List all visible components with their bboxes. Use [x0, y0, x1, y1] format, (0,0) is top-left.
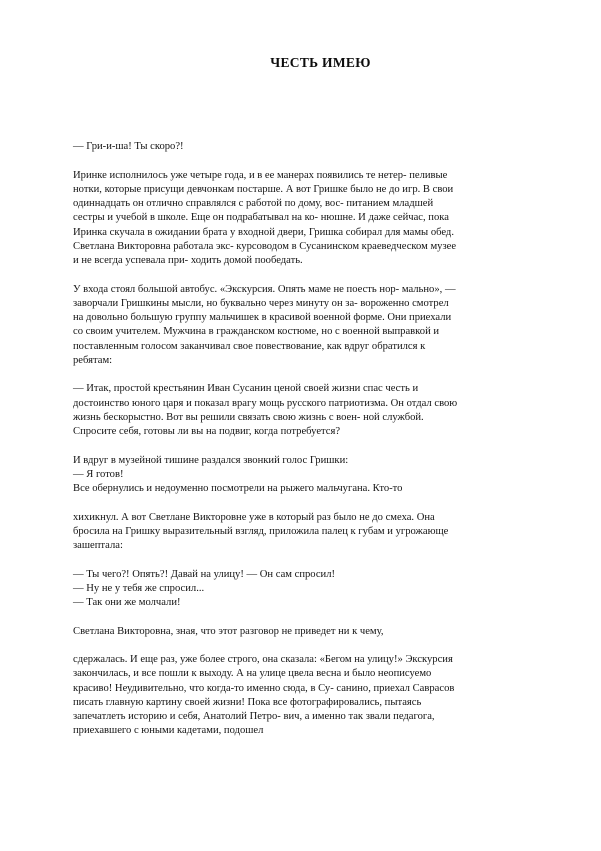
text-line: и не всегда успевала при- ходить домой пообедать. — [73, 255, 303, 266]
text-line: — Ты чего?! Опять?! Давай на улицу! — Он сам спросил! — [73, 568, 336, 580]
document-title: ЧЕСТЬ ИМЕЮ — [270, 55, 371, 70]
text-line: со своим учителем. Мужчина в гражданском костюме, но с военной выправкой и — [73, 326, 440, 338]
text-line: — Так они же молчали! — [73, 597, 181, 608]
text-line: на довольно большую группу мальчишек в красивой военной форме. Они приехали — [73, 312, 452, 323]
text-line: Спросите себя, готовы ли вы на подвиг, когда потребуется? — [73, 426, 341, 437]
paragraph — [73, 511, 573, 554]
paragraph — [73, 625, 573, 639]
document-body — [73, 140, 573, 753]
paragraph — [73, 382, 573, 439]
text-line: Светлана Викторовна, зная, что этот разговор не приведет ни к чему, — [73, 625, 384, 637]
text-line: бросила на Гришку выразительный взгляд, приложила палец к губам и угрожающе — [73, 525, 449, 537]
text-line: Иринка скучала в ожидании брата у входной двери, Гришка собирал для мамы обед. — [73, 226, 454, 238]
text-line: нотки, которые присущи девчонкам постарше. А вот Гришке было не до игр. В свои — [73, 183, 454, 195]
text-line: сдержалась. И еще раз, уже более строго, она сказала: «Бегом на улицу!» Экскурсия — [73, 654, 453, 665]
text-line: одиннадцать он отлично справлялся с работой по дому, вос- питанием младшей — [73, 198, 434, 209]
text-line: — Итак, простой крестьянин Иван Сусанин ценой своей жизни спас честь и — [73, 383, 419, 395]
text-line: приехавшего с юными кадетами, подошел — [73, 725, 264, 737]
text-line: — Ну не у тебя же спросил... — [73, 582, 205, 594]
paragraph — [73, 568, 573, 611]
text-line: запечатлеть историю и себя, Анатолий Петро- вич, а именно так звали педагога, — [73, 711, 435, 722]
text-line: поставленным голосом заканчивал свое повествование, как вдруг обратился к — [73, 340, 426, 352]
paragraph — [73, 283, 573, 369]
text-line: И вдруг в музейной тишине раздался звонкий голос Гришки: — [73, 454, 349, 466]
text-line: заворчали Гришкины мысли, но буквально через минуту он за- вороженно смотрел — [73, 297, 449, 309]
text-line: хихикнул. А вот Светлане Викторовне уже в который раз было не до смеха. Она — [73, 511, 435, 523]
text-line: достоинство юного царя и показал врагу мощь русского патриотизма. Он отдал свою — [73, 397, 458, 409]
text-line: — Гри-и-ша! Ты скоро?! — [73, 141, 184, 152]
paragraph — [73, 169, 573, 269]
text-line: — Я готов! — [73, 468, 124, 480]
text-line: жизнь бескорыстно. Вот вы решили связать свою жизнь с воен- ной службой. — [73, 411, 424, 423]
text-line: У входа стоял большой автобус. «Экскурсия. Опять маме не поесть нор- мально», — — [73, 283, 456, 295]
text-line: красиво! Неудивительно, что когда-то именно сюда, в Су- санино, приехал Саврасов — [73, 682, 455, 694]
text-line: Все обернулись и недоуменно посмотрели на рыжего мальчугана. Кто-то — [73, 483, 403, 494]
text-line: зашептала: — [73, 540, 123, 551]
text-line: Светлана Викторовна работала экс- курсоводом в Сусанинском краеведческом музее — [73, 240, 457, 252]
text-line: закончилась, и все пошли к выходу. А на улице цвела весна и было неописуемо — [73, 668, 432, 680]
text-line: ребятам: — [73, 354, 113, 366]
paragraph — [73, 140, 573, 154]
text-line: сестры и учебой в школе. Еще он подрабатывал на ко- нюшне. И даже сейчас, пока — [73, 212, 449, 224]
text-line: Иринке исполнилось уже четыре года, и в ее манерах появились те нетер- пеливые — [73, 169, 448, 181]
text-line: писать главную картину своей жизни! Пока все фотографировались, пытаясь — [73, 696, 422, 708]
paragraph — [73, 653, 573, 739]
paragraph — [73, 454, 573, 497]
